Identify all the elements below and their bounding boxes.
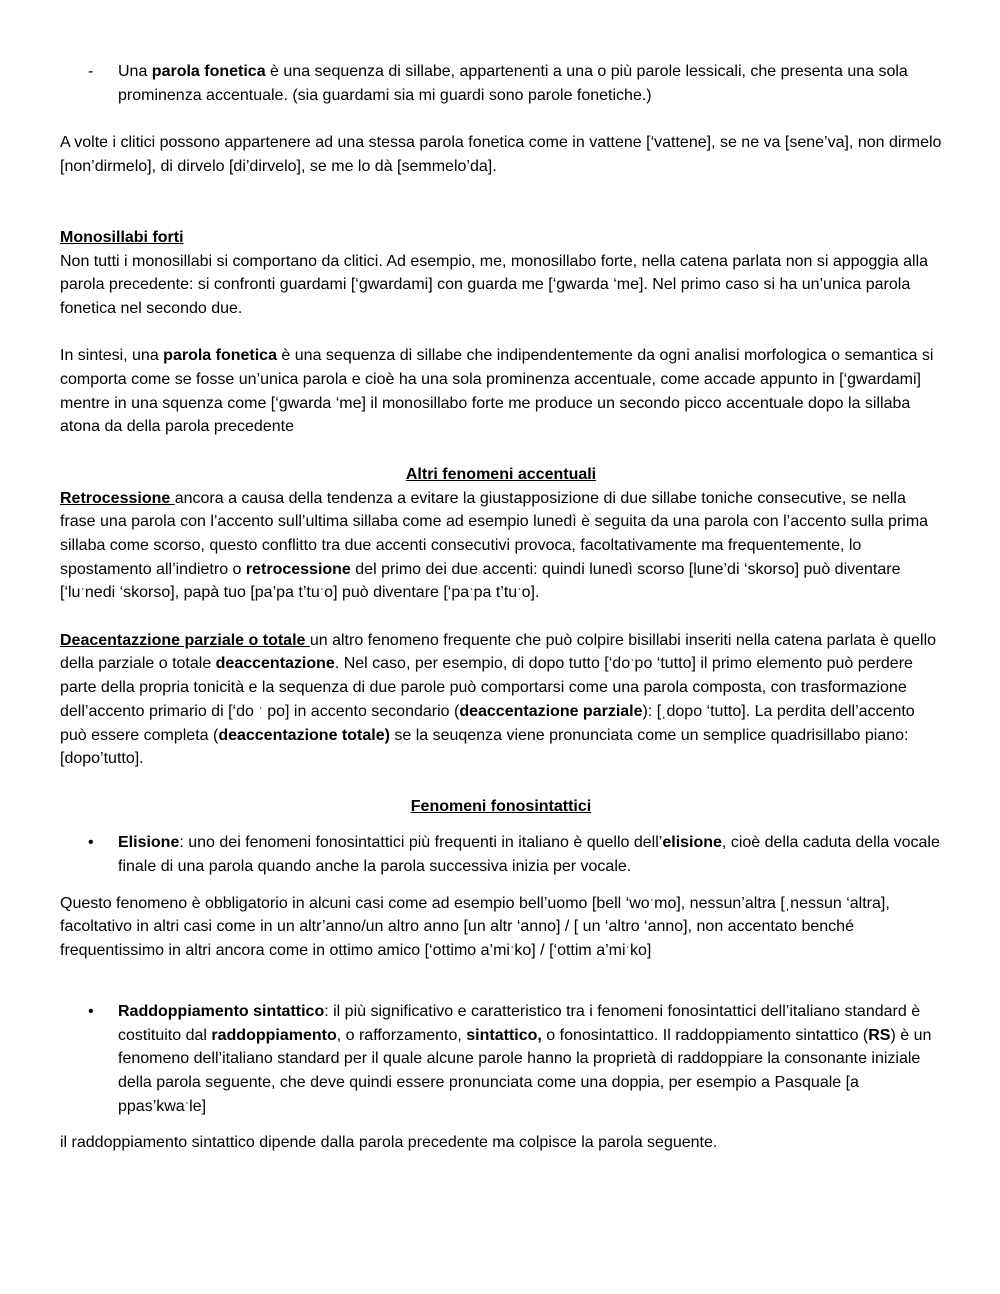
bold-term: parola fonetica <box>151 63 266 80</box>
text-run: è una sequenza di sillabe che indipendentemente da ogni analisi morfologica o semantica si comporta come se fosse un’unica parola e cioè ha una sola prominenza accentuale, come accade appunto in [‘gwardami] mentre in una squenza come [‘gwarda ‘me] il monosillabo forte me produce un secondo picco accentuale dopo la sillaba atona da della parola precedente <box>60 347 934 436</box>
document-page <box>60 60 942 1155</box>
text-run: : uno dei fenomeni fonosintattici più frequenti in italiano è quello dell’ <box>179 834 663 852</box>
deaccentazione-label: Deacentazzione parziale o totale <box>60 631 310 649</box>
bold-term: elisione <box>662 834 722 852</box>
intro-list-item <box>60 60 942 107</box>
bold-term: deaccentazione <box>215 655 335 673</box>
clitici-paragraph: A volte i clitici possono appartenere ad una stessa parola fonetica come in vattene [‘vattene], se ne va [sene’va], non dirmelo [non’dirmelo], di dirvelo [di’dirvelo], se me lo dà [semmelo’da]. <box>60 134 942 176</box>
altri-fenomeni-heading: Altri fenomeni accentuali <box>405 465 597 483</box>
text-run: o fonosintattico. Il raddoppiamento sintattico ( <box>541 1026 869 1044</box>
bold-term: sintattico, <box>466 1026 542 1044</box>
text-run: In sintesi, una <box>60 347 164 365</box>
bold-term: deaccentazione totale) <box>218 726 390 744</box>
bold-term: parola fonetica <box>163 347 277 365</box>
text-run: ancora a causa della tendenza a evitare la giustapposizione di due sillabe toniche consecutive, se nella frase una parola con l’accento sull’ultima sillaba come ad esempio lunedì è seguita da una parola con l’accento sulla prima sillaba come scorso, questo conflitto tra due accenti consecutivi provoca, facoltativamente ma frequentemente, lo spostamento all’indietro o <box>60 489 929 578</box>
bold-term: retrocessione <box>245 560 351 578</box>
bullet-marker: • <box>88 834 94 852</box>
text-run: se la seuqenza viene pronunciata come un semplice quadrisillabo piano: [dopo’tutto]. <box>60 726 909 768</box>
text-run: , cioè della caduta della vocale finale di una parola quando anche la parola successiva inizia per vocale. <box>118 834 940 876</box>
sintesi-paragraph <box>60 344 942 439</box>
text-run: , o rafforzamento, <box>336 1026 467 1044</box>
raddoppiamento-list-item <box>60 1000 942 1119</box>
bold-term: Raddoppiamento sintattico <box>118 1002 325 1020</box>
elisione-list-item <box>60 831 942 878</box>
text-run: un altro fenomeno frequente che può colpire bisillabi inseriti nella catena parlata è quello della parziale o totale <box>60 631 937 673</box>
text-run: ) è un fenomeno dell’italiano standard per il quale alcune parole hanno la proprietà di raddoppiare la consonante iniziale della parola seguente, che deve quindi essere pronunciata come una doppia, per esempio a Pasquale [a ppas’kwaˑle] <box>118 1026 932 1115</box>
monosillabi-paragraph: Non tutti i monosillabi si comportano da clitici. Ad esempio, me, monosillabo forte, nella catena parlata non si appoggia alla parola precedente: si confronti guardami [‘gwardami] con guarda me [‘gwarda ‘me]. Nel primo caso si ha un’unica parola fonetica nel secondo due. <box>60 252 929 317</box>
text-run: del primo dei due accenti: quindi lunedì scorso [lune’di ‘skorso] può diventare [‘luˑnedi ‘skorso], papà tuo [pa’pa t’tuˑo] può diventare [‘paˑpa t’tuˑo]. <box>60 560 901 602</box>
deaccentazione-paragraph <box>60 629 942 771</box>
bold-term: raddoppiamento <box>211 1026 337 1044</box>
fonosintattici-heading: Fenomeni fonosintattici <box>410 797 592 815</box>
text-run: . Nel caso, per esempio, di dopo tutto [‘doˑpo ‘tutto] il primo elemento può perdere parte della propria tonicità e la sequenza di due parole può comportarsi come una parola composta, con trasformazione dell’accento primario di [‘do ˑ po] in accento secondario ( <box>60 655 913 720</box>
text-run: è una sequenza di sillabe, appartenenti a una o più parole lessicali, che presenta una sola prominenza accentuale. (sia guardami sia mi guardi sono parole fonetiche.) <box>118 63 908 104</box>
bold-term: deaccentazione parziale <box>459 702 643 720</box>
text-run: Una <box>118 63 152 80</box>
elisione-paragraph: Questo fenomeno è obbligatorio in alcuni casi come ad esempio bell’uomo [bell ‘woˑmo], nessun’altra [ˌnessun ‘altra], facoltativo in altri casi come in un altr’anno/un altro anno [un altr ‘anno] / [ un ‘altro ‘anno], non accentato benché frequentissimo in altri ancora come in ottimo amico [‘ottimo a’miˑko] / [‘ottim a’miˑko] <box>60 894 890 960</box>
bold-term: RS <box>868 1026 891 1044</box>
text-run: : il più significativo e caratteristico tra i fenomeni fonosintattici dell’italiano standard è costituito dal <box>118 1002 921 1044</box>
bold-term: Elisione <box>118 834 180 852</box>
monosillabi-heading: Monosillabi forti <box>60 228 184 246</box>
final-paragraph: il raddoppiamento sintattico dipende dalla parola precedente ma colpisce la parola seguente. <box>60 1134 718 1152</box>
bullet-marker: • <box>88 1002 94 1020</box>
dash-marker: - <box>88 63 94 80</box>
retrocessione-label: Retrocessione <box>60 489 175 507</box>
retrocessione-paragraph <box>60 487 942 606</box>
text-run: ): [ˌdopo ‘tutto]. La perdita dell’accento può essere completa ( <box>60 702 915 744</box>
